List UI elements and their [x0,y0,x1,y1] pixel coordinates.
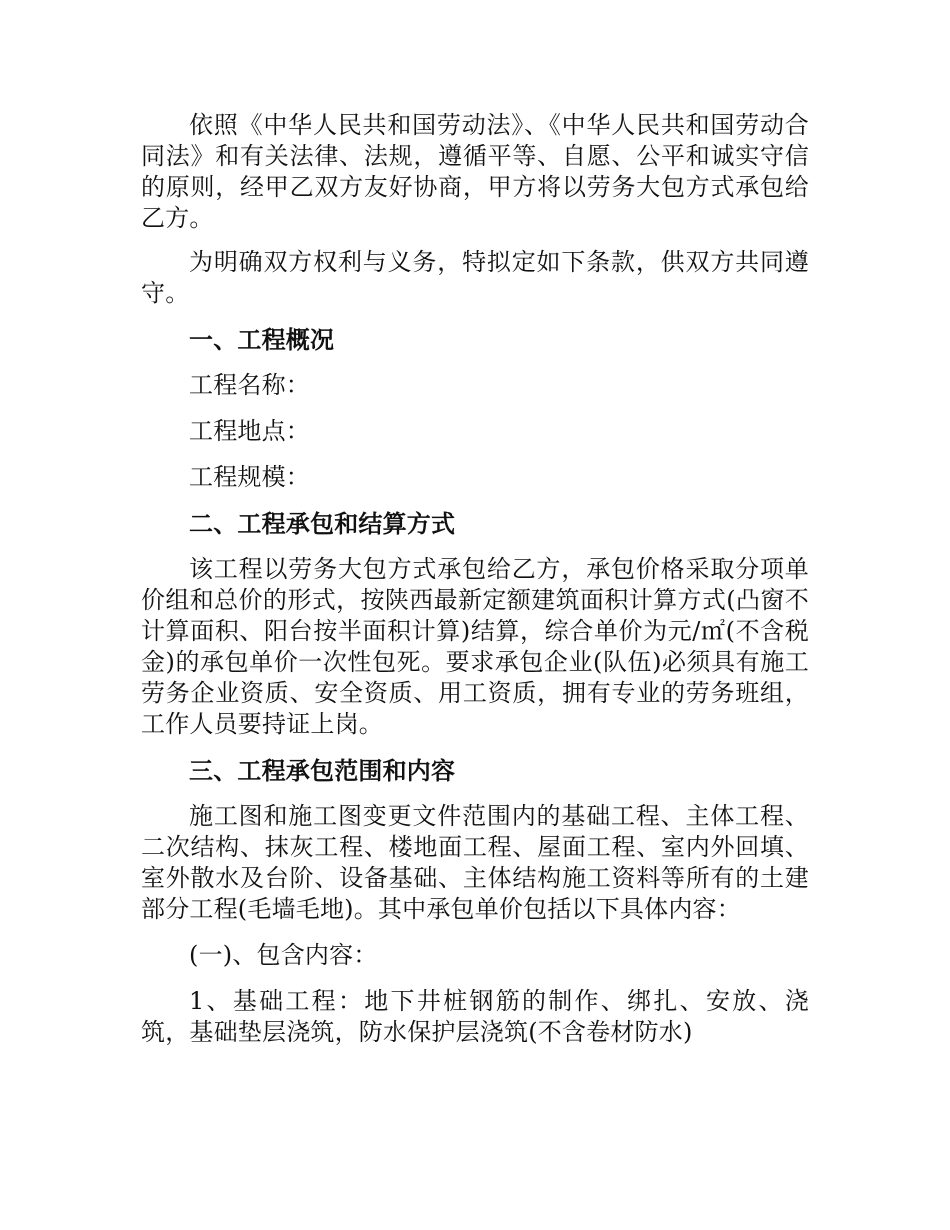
project-location-field: 工程地点： [189,417,310,445]
project-name-field: 工程名称： [189,371,310,399]
project-scale-field: 工程规模： [189,463,310,491]
intro-paragraph: 依照《中华人民共和国劳动法》、《中华人民共和国劳动合同法》和有关法律、法规，遵循平等、自愿、公平和诚实守信的原则，经甲乙双方友好协商，甲方将以劳务大包方式承包给乙方。 [141,111,809,232]
document-page [141,110,809,1048]
included-subheading: (一)、包含内容： [189,941,378,969]
section-heading-overview: 一、工程概况 [189,325,335,354]
section-heading-scope: 三、工程承包范围和内容 [189,756,456,785]
purpose-paragraph: 为明确双方权利与义务，特拟定如下条款，供双方共同遵守。 [141,248,809,307]
scope-paragraph: 施工图和施工图变更文件范围内的基础工程、主体工程、二次结构、抹灰工程、楼地面工程、屋面工程、室内外回填、室外散水及台阶、设备基础、主体结构施工资料等所有的土建部分工程(毛墙毛地)。其中承包单价包括以下具体内容： [141,802,809,923]
settlement-paragraph: 该工程以劳务大包方式承包给乙方，承包价格采取分项单价组和总价的形式，按陕西最新定额建筑面积计算方式(凸窗不计算面积、阳台按半面积计算)结算，综合单价为元/㎡(不含税金)的承包单价一次性包死。要求承包企业(队伍)必须具有施工劳务企业资质、安全资质、用工资质，拥有专业的劳务班组，工作人员要持证上岗。 [141,555,809,738]
item1-paragraph: 1、基础工程：地下井桩钢筋的制作、绑扎、安放、浇筑，基础垫层浇筑，防水保护层浇筑(不含卷材防水) [141,987,809,1046]
section-heading-settlement: 二、工程承包和结算方式 [189,509,456,538]
